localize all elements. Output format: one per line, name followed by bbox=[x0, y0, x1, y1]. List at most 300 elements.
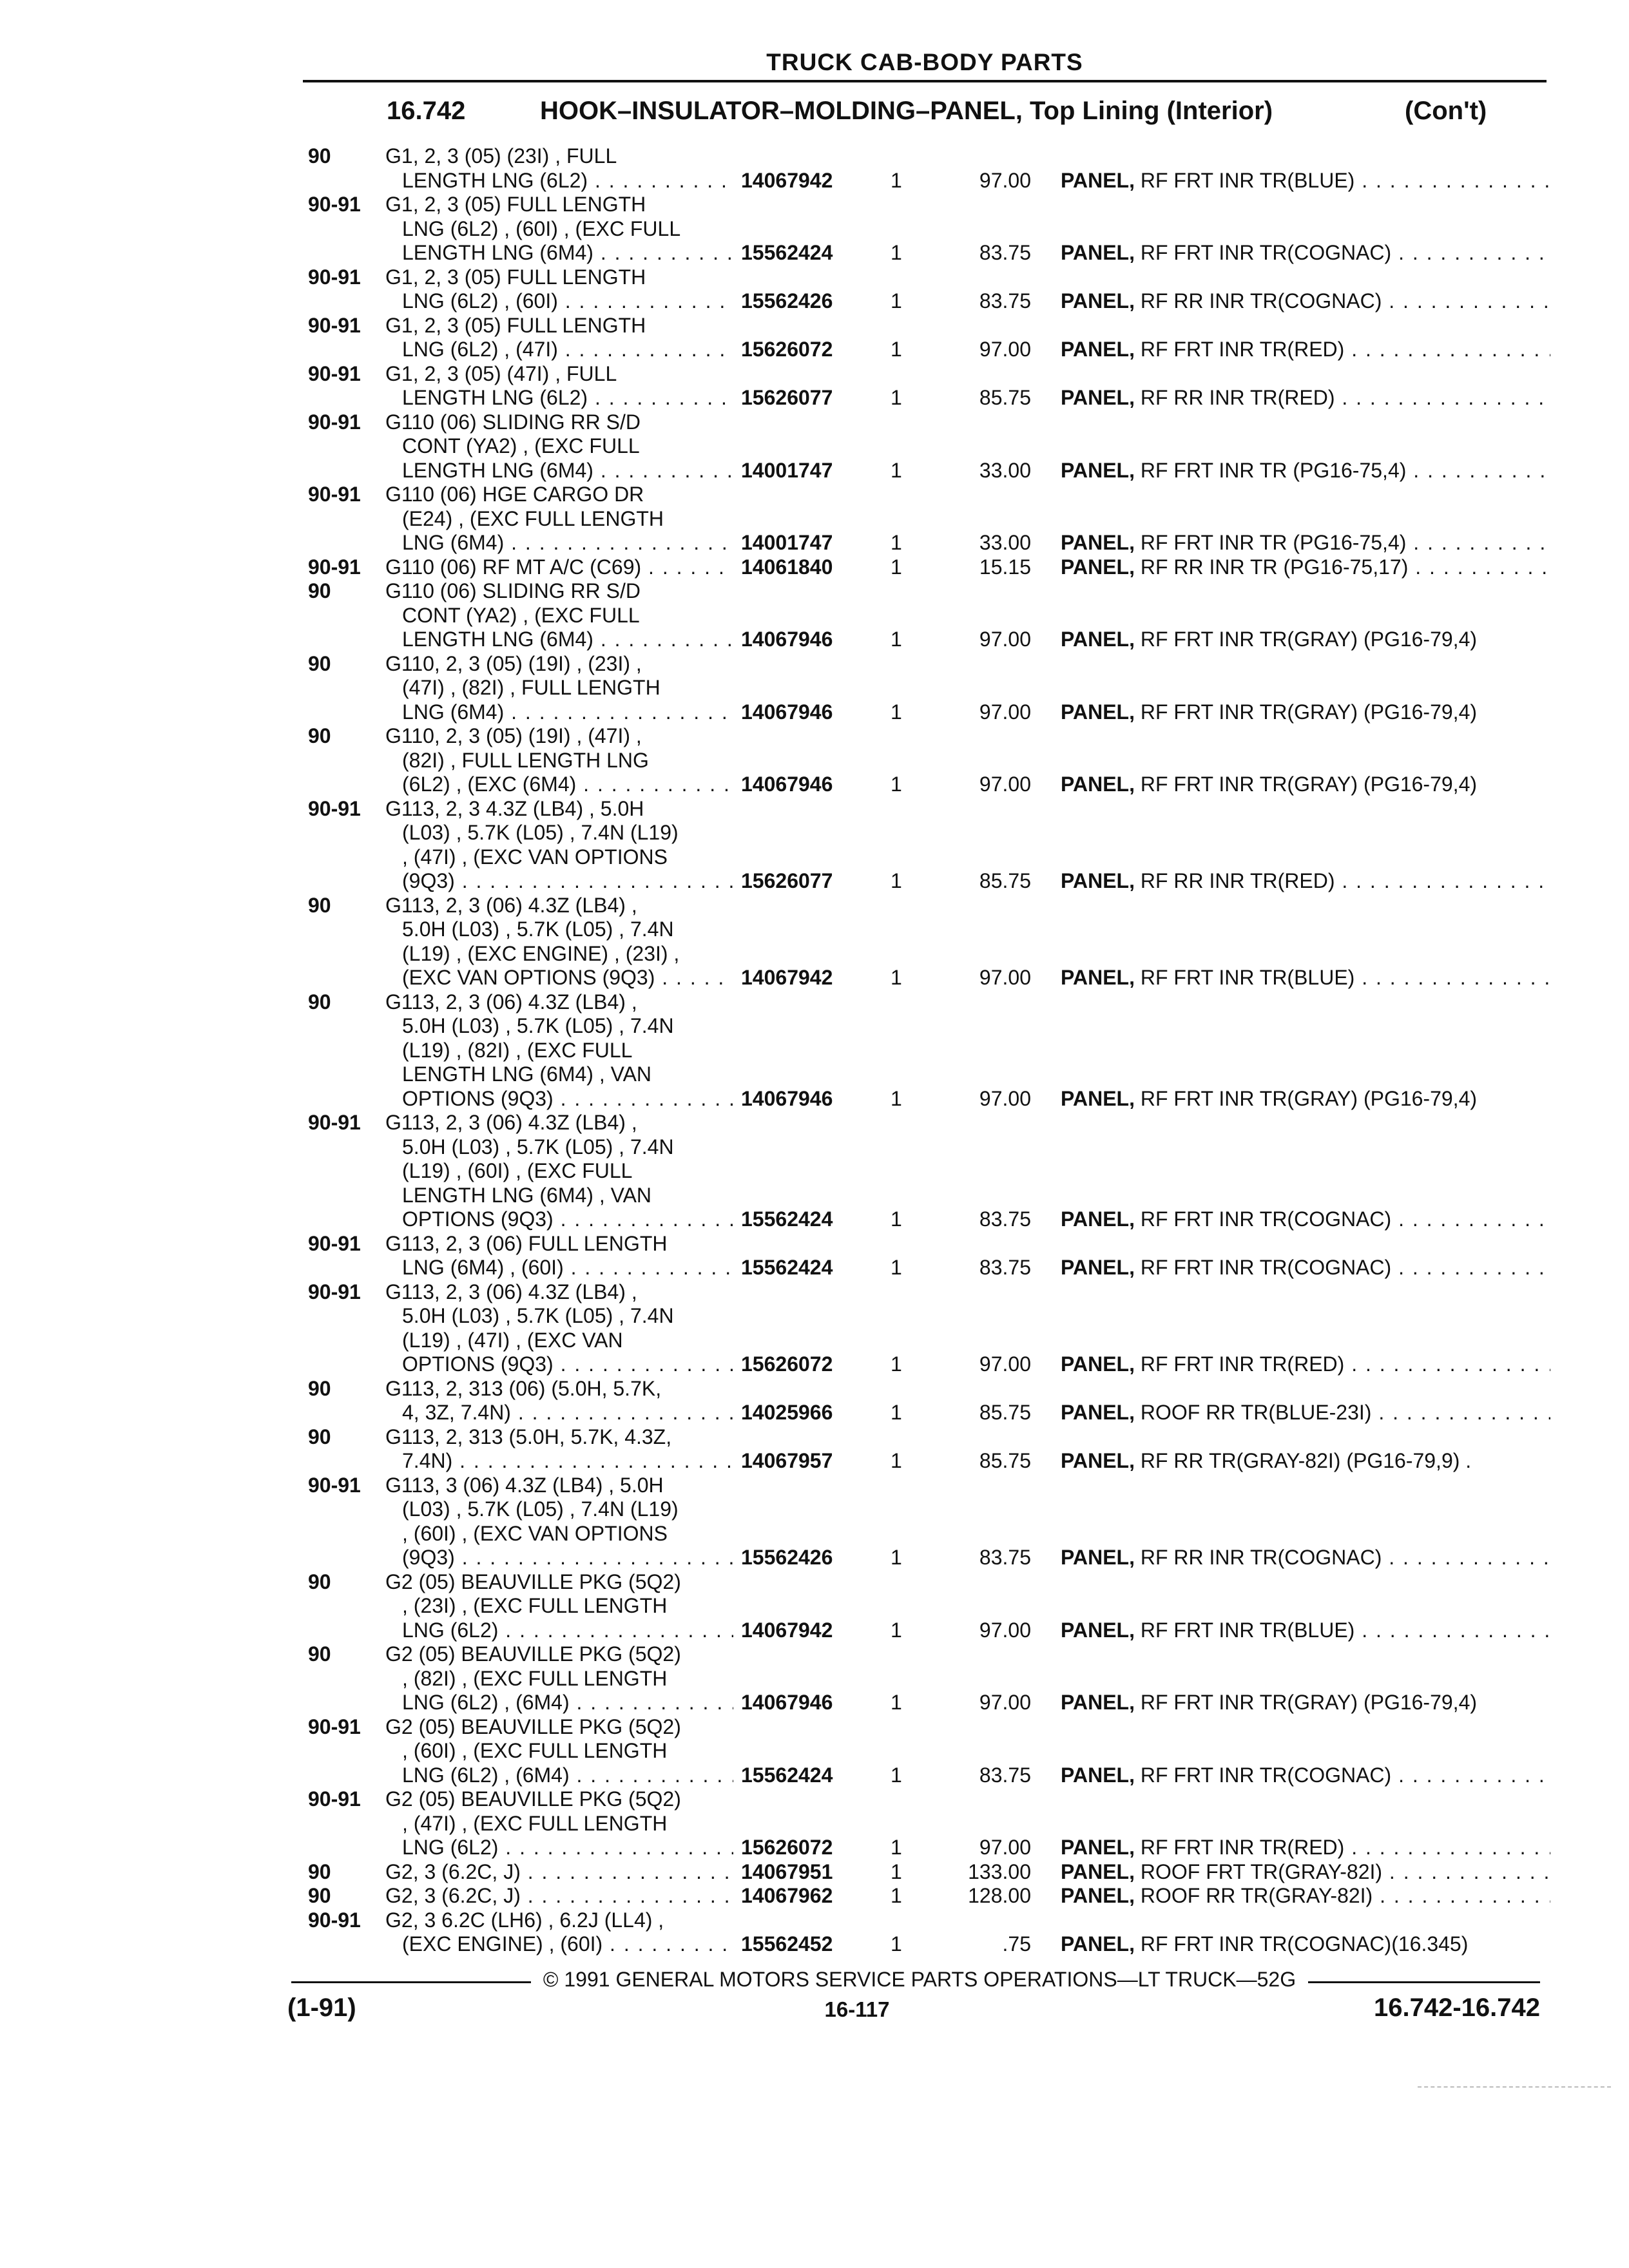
usage-description bbox=[385, 579, 733, 652]
part-detail: RF FRT INR TR(GRAY) (PG16-79,4) bbox=[1140, 1691, 1478, 1714]
part-description bbox=[1061, 1619, 1550, 1643]
model-year: 90-91 bbox=[308, 555, 361, 579]
part-detail: RF FRT INR TR(COGNAC) bbox=[1140, 241, 1392, 264]
usage-line: G110 (06) SLIDING RR S/D bbox=[385, 410, 641, 434]
usage-line: LNG (6L2) , (6M4) . . . bbox=[385, 1763, 733, 1788]
usage-line: (L03) , 5.7K (L05) , 7.4N (L19) bbox=[402, 821, 679, 844]
part-name: PANEL, bbox=[1061, 773, 1135, 796]
part-name: PANEL, bbox=[1061, 1401, 1135, 1424]
part-name: PANEL, bbox=[1061, 1449, 1135, 1472]
part-detail: RF FRT INR TR(GRAY) (PG16-79,4) bbox=[1140, 700, 1478, 724]
quantity: 1 bbox=[891, 338, 902, 361]
quantity: 1 bbox=[891, 1884, 902, 1907]
model-year: 90 bbox=[308, 893, 331, 917]
quantity: 1 bbox=[891, 289, 902, 312]
part-number: 14067942 bbox=[741, 966, 833, 989]
part-name: PANEL, bbox=[1061, 869, 1135, 892]
price: 85.75 bbox=[979, 386, 1031, 409]
part-name: PANEL, bbox=[1061, 1860, 1135, 1883]
parts-entry bbox=[0, 1377, 1629, 1425]
section-number: 16.742 bbox=[387, 97, 466, 125]
part-name: PANEL, bbox=[1061, 241, 1135, 264]
quantity: 1 bbox=[891, 555, 902, 579]
usage-line: 5.0H (L03) , 5.7K (L05) , 7.4N bbox=[402, 1014, 674, 1037]
quantity: 1 bbox=[891, 1401, 902, 1424]
quantity: 1 bbox=[891, 1932, 902, 1956]
part-detail: RF FRT INR TR (PG16-75,4) bbox=[1140, 458, 1407, 482]
page-header: TRUCK CAB-BODY PARTS bbox=[766, 49, 1083, 75]
part-description bbox=[1061, 1546, 1550, 1570]
model-year: 90-91 bbox=[308, 265, 361, 289]
part-detail: RF FRT INR TR (PG16-75,4) bbox=[1140, 531, 1407, 554]
usage-line: (L19) , (82I) , (EXC FULL bbox=[402, 1038, 633, 1062]
part-number: 15562424 bbox=[741, 1763, 833, 1787]
usage-line: G1, 2, 3 (05) FULL LENGTH bbox=[385, 193, 646, 216]
quantity: 1 bbox=[891, 628, 902, 651]
price: 97.00 bbox=[979, 966, 1031, 989]
part-detail: RF FRT INR TR(COGNAC) bbox=[1140, 1763, 1392, 1787]
part-name: PANEL, bbox=[1061, 531, 1135, 554]
part-description bbox=[1061, 1836, 1550, 1860]
part-detail: RF RR INR TR(COGNAC) bbox=[1140, 1546, 1382, 1569]
usage-description bbox=[385, 1232, 733, 1280]
model-year: 90-91 bbox=[308, 1908, 361, 1932]
usage-line: G113, 2, 3 (06) FULL LENGTH bbox=[385, 1231, 668, 1255]
usage-line: OPTIONS (9Q3) . . . bbox=[385, 1352, 733, 1377]
part-number: 15626072 bbox=[741, 1352, 833, 1376]
model-year: 90-91 bbox=[308, 1715, 361, 1738]
usage-line: , (47I) , (EXC VAN OPTIONS bbox=[402, 845, 668, 869]
usage-line: G2 (05) BEAUVILLE PKG (5Q2) bbox=[385, 1570, 681, 1593]
part-detail: RF FRT INR TR(GRAY) (PG16-79,4) bbox=[1140, 773, 1478, 796]
price: 85.75 bbox=[979, 1401, 1031, 1424]
usage-line: G1, 2, 3 (05) (47I) , FULL bbox=[385, 361, 617, 385]
usage-line: G2, 3 (6.2C, J) . . . bbox=[385, 1884, 733, 1908]
usage-description bbox=[385, 1474, 733, 1570]
part-description bbox=[1061, 531, 1550, 555]
usage-line: LNG (6M4) . . . bbox=[385, 700, 733, 725]
part-description bbox=[1061, 773, 1550, 797]
part-description bbox=[1061, 241, 1550, 265]
usage-line: 5.0H (L03) , 5.7K (L05) , 7.4N bbox=[402, 918, 674, 941]
usage-description bbox=[385, 990, 733, 1111]
usage-description bbox=[385, 193, 733, 265]
usage-line: 7.4N) . . . bbox=[385, 1449, 733, 1474]
usage-description bbox=[385, 1860, 733, 1885]
section-continued: (Con't) bbox=[1405, 97, 1487, 125]
usage-line: G2 (05) BEAUVILLE PKG (5Q2) bbox=[385, 1787, 681, 1811]
price: 83.75 bbox=[979, 1546, 1031, 1569]
usage-line: G2 (05) BEAUVILLE PKG (5Q2) bbox=[385, 1642, 681, 1666]
footer-copyright: © 1991 GENERAL MOTORS SERVICE PARTS OPERATIONS—LT TRUCK—52G bbox=[543, 1968, 1296, 1991]
usage-line: G110 (06) RF MT A/C (C69) . . . bbox=[385, 555, 733, 580]
part-name: PANEL, bbox=[1061, 700, 1135, 724]
usage-line: G2, 3 (6.2C, J) . . . bbox=[385, 1860, 733, 1885]
price: 15.15 bbox=[979, 555, 1031, 579]
usage-line: OPTIONS (9Q3) . . . bbox=[385, 1207, 733, 1232]
part-description bbox=[1061, 1207, 1550, 1232]
part-number: 14067951 bbox=[741, 1860, 833, 1883]
usage-line: LNG (6L2) . . . bbox=[385, 1619, 733, 1643]
part-name: PANEL, bbox=[1061, 386, 1135, 409]
usage-line: G113, 2, 3 (06) 4.3Z (LB4) , bbox=[385, 1111, 637, 1134]
quantity: 1 bbox=[891, 241, 902, 264]
parts-entry bbox=[0, 362, 1629, 410]
parts-entry bbox=[0, 144, 1629, 193]
part-detail: RF FRT INR TR(BLUE) bbox=[1140, 966, 1355, 989]
part-description bbox=[1061, 169, 1550, 193]
usage-line: , (82I) , (EXC FULL LENGTH bbox=[402, 1666, 668, 1690]
parts-entry bbox=[0, 1787, 1629, 1860]
part-description bbox=[1061, 1763, 1550, 1788]
model-year: 90 bbox=[308, 1884, 331, 1907]
quantity: 1 bbox=[891, 386, 902, 409]
usage-line: LNG (6M4) , (60I) . . . bbox=[385, 1256, 733, 1280]
parts-entry bbox=[0, 1642, 1629, 1715]
usage-line: , (60I) , (EXC VAN OPTIONS bbox=[402, 1521, 668, 1545]
part-detail: ROOF RR TR(GRAY-82I) bbox=[1140, 1884, 1373, 1907]
usage-line: G1, 2, 3 (05) (23I) , FULL bbox=[385, 144, 617, 168]
part-name: PANEL, bbox=[1061, 338, 1135, 361]
model-year: 90-91 bbox=[308, 410, 361, 434]
usage-line: LENGTH LNG (6M4) . . . bbox=[385, 628, 733, 652]
parts-entry bbox=[0, 410, 1629, 483]
quantity: 1 bbox=[891, 1207, 902, 1231]
part-description bbox=[1061, 628, 1550, 652]
usage-description bbox=[385, 1570, 733, 1643]
part-name: PANEL, bbox=[1061, 1207, 1135, 1231]
usage-line: (EXC VAN OPTIONS (9Q3) . . . bbox=[385, 966, 733, 990]
usage-line: LENGTH LNG (6M4) . . . bbox=[385, 459, 733, 483]
part-name: PANEL, bbox=[1061, 1086, 1135, 1110]
usage-line: G110 (06) HGE CARGO DR bbox=[385, 483, 644, 506]
part-name: PANEL, bbox=[1061, 1352, 1135, 1376]
parts-entry bbox=[0, 193, 1629, 265]
part-detail: RF RR INR TR(COGNAC) bbox=[1140, 289, 1382, 312]
price: 97.00 bbox=[979, 700, 1031, 724]
price: 97.00 bbox=[979, 1086, 1031, 1110]
usage-line: G110, 2, 3 (05) (19I) , (47I) , bbox=[385, 724, 642, 747]
usage-line: LENGTH LNG (6L2) . . . bbox=[385, 169, 733, 193]
usage-line: G113, 2, 3 (06) 4.3Z (LB4) , bbox=[385, 1280, 637, 1303]
part-number: 15562424 bbox=[741, 241, 833, 264]
price: 83.75 bbox=[979, 1256, 1031, 1279]
model-year: 90 bbox=[308, 990, 331, 1014]
part-description bbox=[1061, 1256, 1550, 1280]
part-description bbox=[1061, 966, 1550, 990]
usage-line: G2 (05) BEAUVILLE PKG (5Q2) bbox=[385, 1715, 681, 1738]
part-number: 14067942 bbox=[741, 1618, 833, 1642]
quantity: 1 bbox=[891, 1256, 902, 1279]
quantity: 1 bbox=[891, 1546, 902, 1569]
part-name: PANEL, bbox=[1061, 966, 1135, 989]
parts-entry bbox=[0, 265, 1629, 314]
usage-line: LNG (6L2) , (47I) . . . bbox=[385, 338, 733, 362]
model-year: 90-91 bbox=[308, 1111, 361, 1134]
price: 97.00 bbox=[979, 1836, 1031, 1859]
part-number: 14061840 bbox=[741, 555, 833, 579]
quantity: 1 bbox=[891, 1691, 902, 1714]
usage-description bbox=[385, 265, 733, 314]
price: 33.00 bbox=[979, 531, 1031, 554]
part-description bbox=[1061, 1401, 1550, 1425]
usage-line: LNG (6L2) . . . bbox=[385, 1836, 733, 1860]
part-number: 14067946 bbox=[741, 773, 833, 796]
part-name: PANEL, bbox=[1061, 289, 1135, 312]
price: 85.75 bbox=[979, 869, 1031, 892]
model-year: 90 bbox=[308, 651, 331, 675]
usage-description bbox=[385, 314, 733, 362]
part-description bbox=[1061, 1691, 1550, 1715]
usage-line: , (47I) , (EXC FULL LENGTH bbox=[402, 1811, 668, 1835]
part-description bbox=[1061, 1352, 1550, 1377]
part-name: PANEL, bbox=[1061, 1691, 1135, 1714]
price: .75 bbox=[1002, 1932, 1031, 1956]
parts-entry bbox=[0, 1280, 1629, 1377]
usage-line: LENGTH LNG (6M4) . . . bbox=[385, 241, 733, 265]
parts-entry bbox=[0, 1570, 1629, 1643]
part-number: 14001747 bbox=[741, 458, 833, 482]
usage-description bbox=[385, 483, 733, 555]
part-detail: RF RR INR TR(RED) bbox=[1140, 386, 1335, 409]
usage-description bbox=[385, 797, 733, 894]
part-number: 14067962 bbox=[741, 1884, 833, 1907]
model-year: 90 bbox=[308, 1425, 331, 1448]
usage-line: G1, 2, 3 (05) FULL LENGTH bbox=[385, 313, 646, 337]
price: 97.00 bbox=[979, 628, 1031, 651]
model-year: 90 bbox=[308, 1376, 331, 1400]
usage-description bbox=[385, 894, 733, 990]
price: 133.00 bbox=[968, 1860, 1031, 1883]
part-description bbox=[1061, 869, 1550, 894]
usage-line: CONT (YA2) , (EXC FULL bbox=[402, 434, 640, 457]
usage-line: CONT (YA2) , (EXC FULL bbox=[402, 603, 640, 627]
part-description bbox=[1061, 700, 1550, 725]
part-detail: RF RR TR(GRAY-82I) (PG16-79,9) . bbox=[1140, 1449, 1472, 1472]
part-number: 14067957 bbox=[741, 1449, 833, 1472]
quantity: 1 bbox=[891, 1860, 902, 1883]
part-description bbox=[1061, 1884, 1550, 1908]
model-year: 90-91 bbox=[308, 483, 361, 506]
part-detail: ROOF RR TR(BLUE-23I) bbox=[1140, 1401, 1372, 1424]
price: 83.75 bbox=[979, 241, 1031, 264]
usage-line: OPTIONS (9Q3) . . . bbox=[385, 1087, 733, 1111]
parts-entry bbox=[0, 1884, 1629, 1908]
part-name: PANEL, bbox=[1061, 1932, 1135, 1956]
model-year: 90-91 bbox=[308, 796, 361, 820]
price: 83.75 bbox=[979, 1207, 1031, 1231]
quantity: 1 bbox=[891, 1618, 902, 1642]
model-year: 90 bbox=[308, 1642, 331, 1666]
usage-description bbox=[385, 1908, 733, 1957]
parts-entry bbox=[0, 894, 1629, 990]
usage-line: (9Q3) . . . bbox=[385, 869, 733, 894]
usage-line: LNG (6M4) . . . bbox=[385, 531, 733, 555]
part-detail: RF RR INR TR (PG16-75,17) bbox=[1140, 555, 1409, 579]
usage-line: G110 (06) SLIDING RR S/D bbox=[385, 579, 641, 602]
part-description bbox=[1061, 1860, 1550, 1885]
model-year: 90-91 bbox=[308, 1787, 361, 1811]
part-number: 15562424 bbox=[741, 1207, 833, 1231]
usage-description bbox=[385, 652, 733, 725]
usage-description bbox=[385, 1111, 733, 1232]
part-number: 15626072 bbox=[741, 338, 833, 361]
part-description bbox=[1061, 1449, 1550, 1474]
price: 83.75 bbox=[979, 1763, 1031, 1787]
usage-line: LENGTH LNG (6M4) , VAN bbox=[402, 1062, 652, 1086]
usage-description bbox=[385, 1884, 733, 1908]
parts-entry bbox=[0, 990, 1629, 1111]
usage-line: (L19) , (60I) , (EXC FULL bbox=[402, 1159, 633, 1182]
part-name: PANEL, bbox=[1061, 1256, 1135, 1279]
usage-line: (6L2) , (EXC (6M4) . . . bbox=[385, 773, 733, 797]
price: 97.00 bbox=[979, 1618, 1031, 1642]
model-year: 90 bbox=[308, 1570, 331, 1593]
usage-line: (82I) , FULL LENGTH LNG bbox=[402, 748, 649, 772]
usage-line: G113, 3 (06) 4.3Z (LB4) , 5.0H bbox=[385, 1473, 664, 1497]
usage-line: (L19) , (EXC ENGINE) , (23I) , bbox=[402, 941, 680, 965]
section-title: HOOK–INSULATOR–MOLDING–PANEL, Top Lining (Interior) bbox=[540, 97, 1273, 125]
part-detail: RF FRT INR TR(RED) bbox=[1140, 1352, 1345, 1376]
usage-description bbox=[385, 1715, 733, 1788]
part-description bbox=[1061, 555, 1550, 580]
parts-entry bbox=[0, 314, 1629, 362]
part-detail: ROOF FRT TR(GRAY-82I) bbox=[1140, 1860, 1383, 1883]
footer-revision: (1-91) bbox=[287, 1994, 356, 2022]
footer-rule-right bbox=[1308, 1981, 1540, 1983]
quantity: 1 bbox=[891, 773, 902, 796]
usage-description bbox=[385, 1280, 733, 1377]
usage-description bbox=[385, 1425, 733, 1474]
model-year: 90-91 bbox=[308, 1473, 361, 1497]
part-description bbox=[1061, 1932, 1550, 1957]
part-number: 15562426 bbox=[741, 1546, 833, 1569]
part-detail: RF FRT INR TR(GRAY) (PG16-79,4) bbox=[1140, 1086, 1478, 1110]
model-year: 90 bbox=[308, 144, 331, 168]
part-number: 14067946 bbox=[741, 1086, 833, 1110]
part-number: 14067946 bbox=[741, 1691, 833, 1714]
usage-line: G110, 2, 3 (05) (19I) , (23I) , bbox=[385, 651, 642, 675]
part-detail: RF FRT INR TR(BLUE) bbox=[1140, 1618, 1355, 1642]
model-year: 90-91 bbox=[308, 1280, 361, 1303]
part-description bbox=[1061, 289, 1550, 314]
part-description bbox=[1061, 386, 1550, 410]
part-number: 15562426 bbox=[741, 289, 833, 312]
model-year: 90-91 bbox=[308, 193, 361, 216]
part-name: PANEL, bbox=[1061, 1618, 1135, 1642]
usage-description bbox=[385, 555, 733, 580]
parts-entry bbox=[0, 652, 1629, 725]
quantity: 1 bbox=[891, 458, 902, 482]
usage-line: G1, 2, 3 (05) FULL LENGTH bbox=[385, 265, 646, 289]
parts-entry bbox=[0, 724, 1629, 797]
usage-description bbox=[385, 1642, 733, 1715]
parts-entry bbox=[0, 1425, 1629, 1474]
parts-entry bbox=[0, 1111, 1629, 1232]
part-description bbox=[1061, 1087, 1550, 1111]
model-year: 90-91 bbox=[308, 313, 361, 337]
usage-description bbox=[385, 1377, 733, 1425]
model-year: 90-91 bbox=[308, 361, 361, 385]
part-name: PANEL, bbox=[1061, 555, 1135, 579]
parts-entry bbox=[0, 1232, 1629, 1280]
usage-description bbox=[385, 362, 733, 410]
usage-line: 4, 3Z, 7.4N) . . . bbox=[385, 1401, 733, 1425]
model-year: 90 bbox=[308, 579, 331, 602]
part-number: 15626077 bbox=[741, 386, 833, 409]
parts-entry bbox=[0, 579, 1629, 652]
quantity: 1 bbox=[891, 1086, 902, 1110]
price: 97.00 bbox=[979, 168, 1031, 192]
footer-section-range: 16.742-16.742 bbox=[1373, 1994, 1540, 2022]
part-number: 14067946 bbox=[741, 628, 833, 651]
usage-line: (L03) , 5.7K (L05) , 7.4N (L19) bbox=[402, 1497, 679, 1521]
parts-entry bbox=[0, 1715, 1629, 1788]
quantity: 1 bbox=[891, 869, 902, 892]
price: 97.00 bbox=[979, 1352, 1031, 1376]
usage-line: (E24) , (EXC FULL LENGTH bbox=[402, 506, 664, 530]
price: 128.00 bbox=[968, 1884, 1031, 1907]
parts-entry bbox=[0, 555, 1629, 580]
part-number: 15562424 bbox=[741, 1256, 833, 1279]
usage-description bbox=[385, 1787, 733, 1860]
footer-rule-left bbox=[291, 1981, 531, 1983]
usage-line: 5.0H (L03) , 5.7K (L05) , 7.4N bbox=[402, 1135, 674, 1158]
part-detail: RF FRT INR TR(RED) bbox=[1140, 1836, 1345, 1859]
parts-entry bbox=[0, 797, 1629, 894]
usage-line: (L19) , (47I) , (EXC VAN bbox=[402, 1328, 623, 1352]
usage-line: 5.0H (L03) , 5.7K (L05) , 7.4N bbox=[402, 1304, 674, 1327]
part-name: PANEL, bbox=[1061, 458, 1135, 482]
part-number: 14067942 bbox=[741, 168, 833, 192]
quantity: 1 bbox=[891, 531, 902, 554]
usage-description bbox=[385, 144, 733, 193]
price: 83.75 bbox=[979, 289, 1031, 312]
part-number: 14025966 bbox=[741, 1401, 833, 1424]
price: 33.00 bbox=[979, 458, 1031, 482]
part-name: PANEL, bbox=[1061, 1546, 1135, 1569]
usage-line: G113, 2, 313 (5.0H, 5.7K, 4.3Z, bbox=[385, 1425, 672, 1448]
part-detail: RF FRT INR TR(GRAY) (PG16-79,4) bbox=[1140, 628, 1478, 651]
part-detail: RF FRT INR TR(COGNAC) bbox=[1140, 1256, 1392, 1279]
usage-line: G113, 2, 3 4.3Z (LB4) , 5.0H bbox=[385, 796, 644, 820]
usage-line: (EXC ENGINE) , (60I) . . . bbox=[385, 1932, 733, 1957]
part-detail: RF FRT INR TR(COGNAC) bbox=[1140, 1207, 1392, 1231]
quantity: 1 bbox=[891, 168, 902, 192]
price: 97.00 bbox=[979, 338, 1031, 361]
usage-description bbox=[385, 724, 733, 797]
price: 97.00 bbox=[979, 773, 1031, 796]
usage-line: LENGTH LNG (6L2) . . . bbox=[385, 386, 733, 410]
part-detail: RF FRT INR TR(RED) bbox=[1140, 338, 1345, 361]
model-year: 90-91 bbox=[308, 1231, 361, 1255]
model-year: 90 bbox=[308, 1860, 331, 1883]
part-name: PANEL, bbox=[1061, 168, 1135, 192]
part-number: 14001747 bbox=[741, 531, 833, 554]
quantity: 1 bbox=[891, 1763, 902, 1787]
parts-entry bbox=[0, 1908, 1629, 1957]
quantity: 1 bbox=[891, 1449, 902, 1472]
quantity: 1 bbox=[891, 700, 902, 724]
part-detail: RF FRT INR TR(BLUE) bbox=[1140, 168, 1355, 192]
usage-line: , (60I) , (EXC FULL LENGTH bbox=[402, 1739, 668, 1762]
usage-line: (47I) , (82I) , FULL LENGTH bbox=[402, 676, 660, 699]
price: 85.75 bbox=[979, 1449, 1031, 1472]
usage-line: G113, 2, 3 (06) 4.3Z (LB4) , bbox=[385, 990, 637, 1014]
usage-line: G2, 3 6.2C (LH6) , 6.2J (LL4) , bbox=[385, 1908, 664, 1932]
part-description bbox=[1061, 459, 1550, 483]
footer-page-number: 16-117 bbox=[824, 1997, 890, 2021]
